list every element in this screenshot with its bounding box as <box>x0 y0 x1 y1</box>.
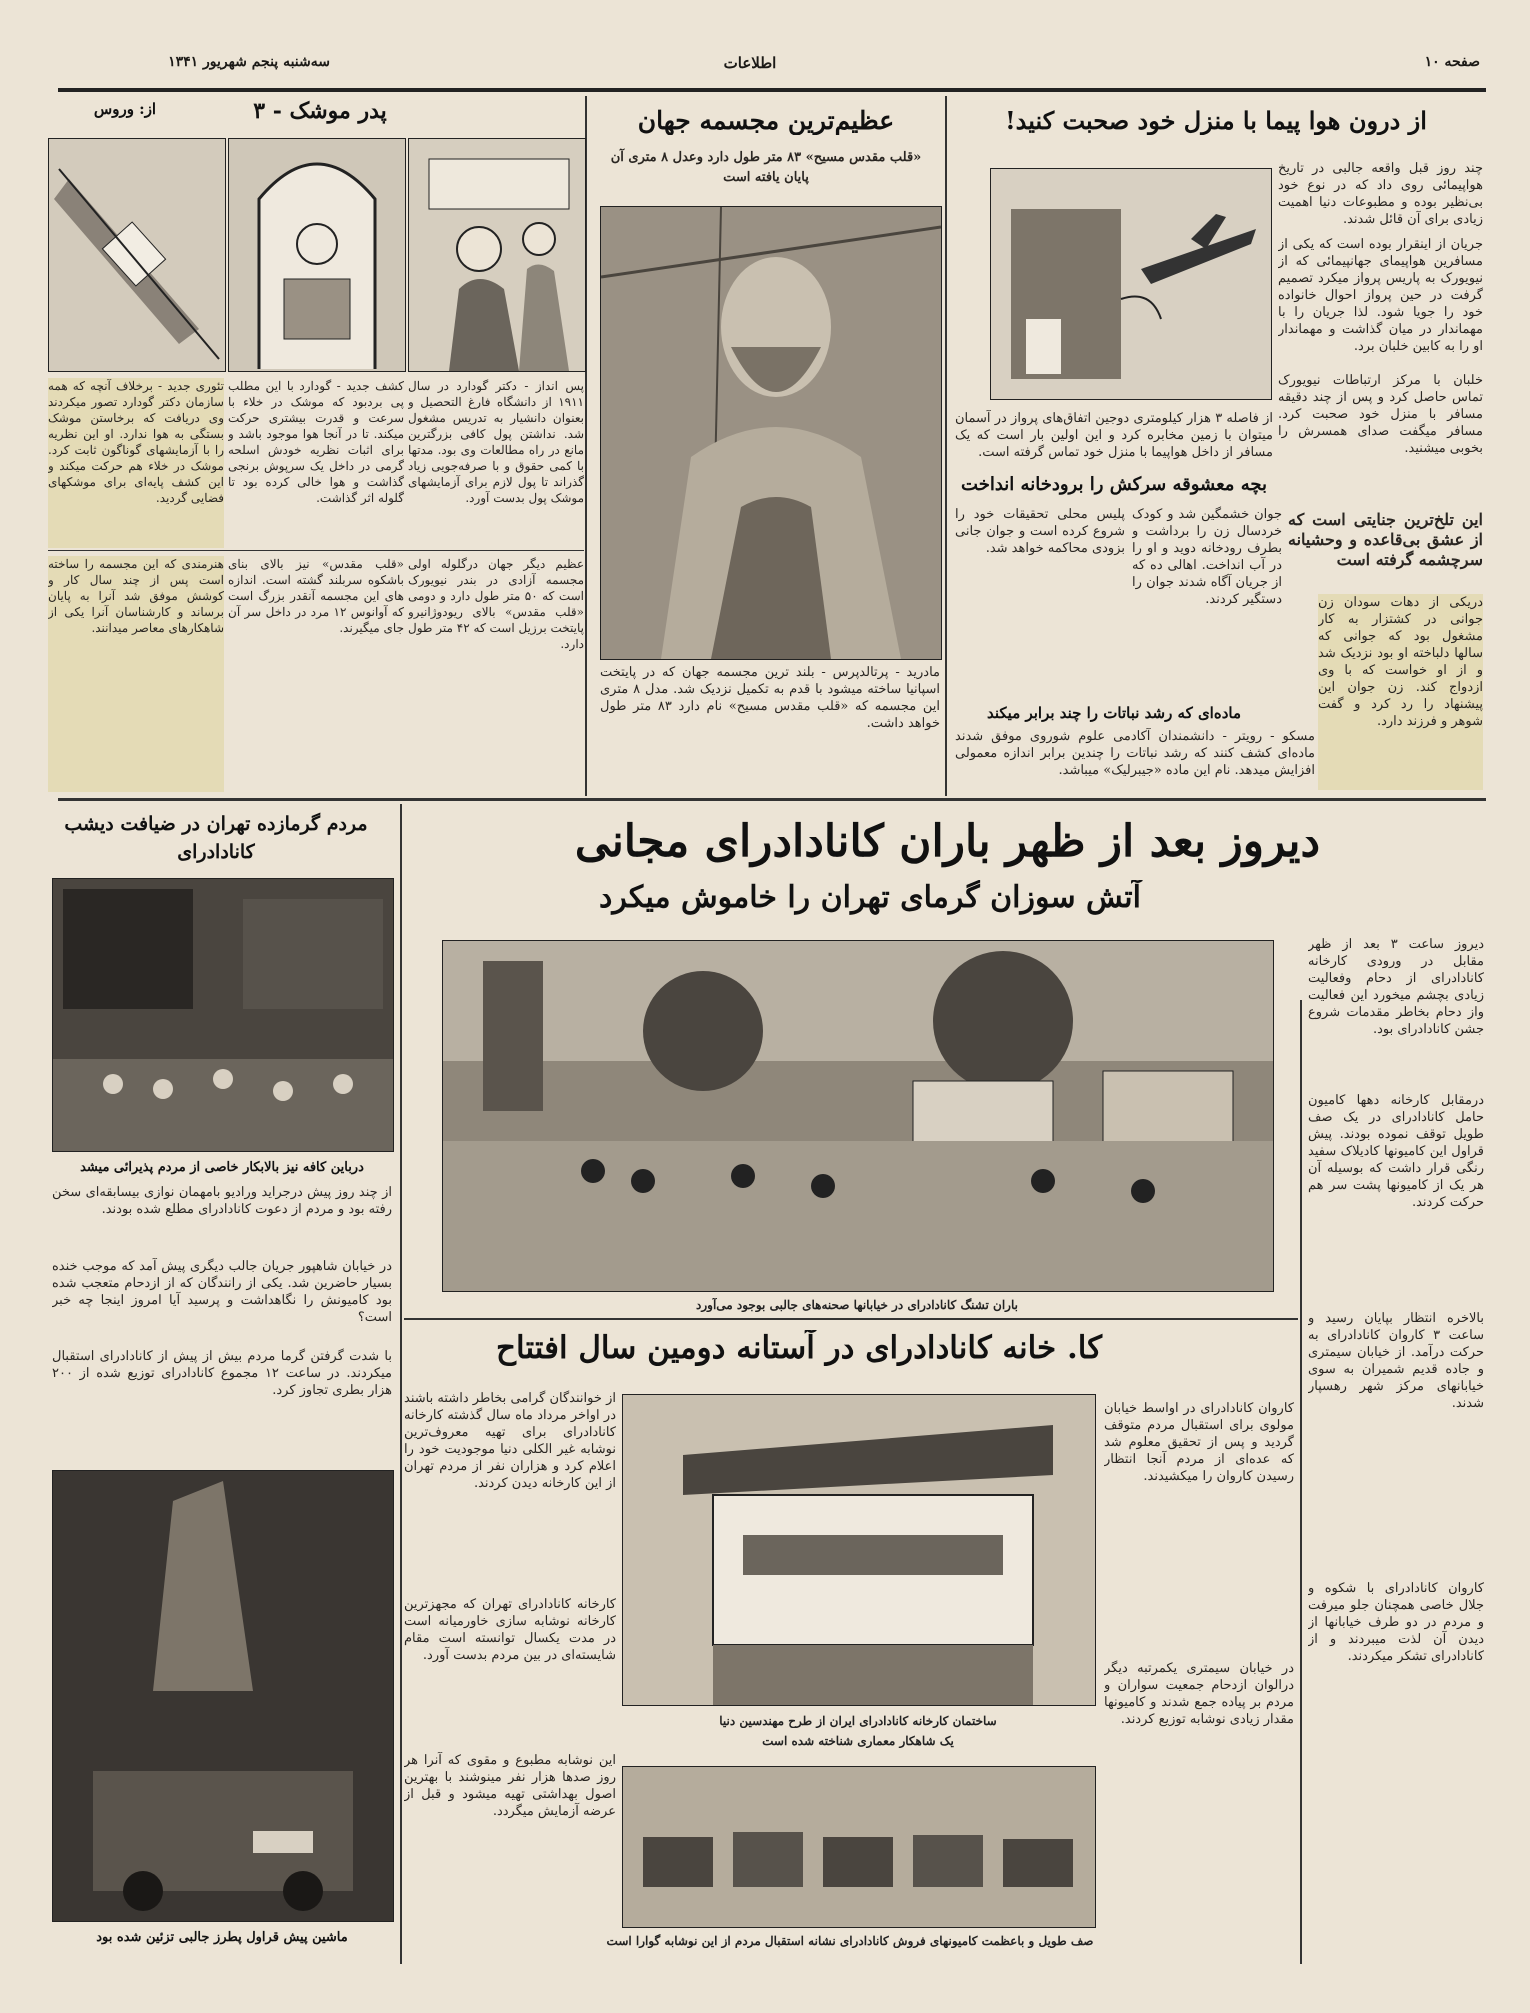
guests-text-c: با شدت گرفتن گرما مردم بیش از پیش از کانادادرای استقبال میکردند. در ساعت ۱۲ مجموع کانادادرای توزیع شده از ۲۰۰ هزار بطری تجاوز کرد. <box>52 1349 392 1398</box>
guests-title: مردم گرمازده تهران در ضیافت دیشب کانادادرای <box>64 813 368 863</box>
rocket-illustration <box>49 139 225 371</box>
guests-text-a: از چند روز پیش درجراید وراديو بامهمان نوازی بیسابقه‌ای سخن رفته بود و مردم از دعوت کانادادرای مطلع شده بودند. <box>52 1185 392 1217</box>
top-bottom-rule <box>58 798 1486 801</box>
main-text-c: بالاخره انتظار بپایان رسید و ساعت ۳ کاروان کانادادرای به حرکت درآمد. از خیابان سیمتری و جاده قدیم شمیران به سوی خیابانهای مرکز شهر رهسپار شدند. <box>1308 1311 1484 1411</box>
guests-caption-head: درباین کافه نیز بالابکار خاصی از مردم پذیرائی میشد <box>80 1160 364 1175</box>
scientist-illustration <box>409 139 585 371</box>
street-crowd-image <box>443 941 1273 1291</box>
bottom-divider-1 <box>400 804 402 1964</box>
airplane-text-b: جریان از اینقرار بوده است که یکی از مسافرین هواپیمای جهانپیمائی که از نیویورک به پاریس پرواز میکرد تصمیم گرفت در حین پرواز احوال خانواده خود را جویا شود. لذا جریان را با مهماندار در میان گذاشت و مهماندار او را به کابین خلبان برد. <box>1278 237 1483 354</box>
comic-rule <box>48 550 584 551</box>
main-text-b: درمقابل کارخانه دهها کامیون حامل کانادادرای در یک صف طویل توقف نموده بودند. پیش قراول این کامیونها کادیلاک سفید رنگی قرار داشت که بوسیله آن هر یک از کامیونها پشت سر هم حرکت کردند. <box>1308 1093 1484 1210</box>
main-text-d: کاروان کانادادرای با شکوه و جلال خاصی همچنان جلو میرفت و مردم در دو طرف خیابانها از دیدن آن لذت میبردند و از کانادادرای تشکر میکردند. <box>1308 1581 1484 1664</box>
statue-caption: مادرید - پرتالدپرس - بلند ترین مجسمه جهان که در پایتخت اسپانیا ساخته میشود با قدم به تکمیل نزدیک شد. مدل ۸ متری این مجسمه که «قلب مقدس مسیح» نام دارد ۸۳ متر طول خواهد داشت. <box>600 665 940 731</box>
plants-text: مسکو - رویتر - دانشمندان آکادمی علوم شوروی موفق شدند ماده‌ای کشف کنند که رشد نباتات را چندین برابر اندازه معمولی افزایش میدهد. نام این ماده «جیبرلیک» میباشد. <box>955 729 1315 778</box>
comic-panel-3 <box>48 138 226 372</box>
guests-text-b: در خیابان شاهپور جریان جالب دیگری پیش آمد که موجب خنده بسیار حاضرین شد. یکی از رانندگان که از ازدحام متعجب شده بود کامیونش را نگاهداشت و پرسید آیا امروز اینجا چه خبر است؟ <box>52 1259 392 1325</box>
bottom-divider-2 <box>1300 1000 1302 1964</box>
plants-title: ماده‌ای که رشد نباتات را چند برابر میکند <box>986 704 1241 722</box>
factory-text-e: در خیابان سیمتری یکمرتبه دیگر درالوان ازدحام جمعیت سواران و مردم بر پیاده جمع شدند و کامیونها مقدار زیادی نوشابه توزیع کردند. <box>1104 1661 1294 1727</box>
factory-photo-caption-b: یک شاهکار معماری شناخته شده است <box>762 1734 954 1748</box>
top-divider-2 <box>945 96 947 796</box>
statue-subtitle: «قلب مقدس مسیح» ۸۳ متر طول دارد وعدل ۸ متری آن پایان یافته است <box>610 150 922 185</box>
comic-panel-1 <box>408 138 586 372</box>
factory-building-image <box>623 1395 1095 1705</box>
pilot-car-caption: ماشین پیش قراول پطرز جالبی تزئین شده بود <box>96 1930 348 1945</box>
page-number: صفحه ۱۰ <box>1424 54 1480 70</box>
truck-convoy-image <box>623 1767 1095 1927</box>
masthead-left: سه‌شنبه پنجم شهریور ۱۳۴۱ <box>168 54 330 70</box>
factory-title: کا. خانه کانادادرای در آستانه دومین سال افتتاح <box>495 1330 1103 1366</box>
factory-text-a: از خوانندگان گرامی بخاطر داشته باشند در اواخر مرداد ماه سال گذشته کارخانه کانادادرای برای تهیه معروف‌ترین نوشابه غیر الکلی دنیا موجودیت خود را اعلام کرد و هزاران نفر از مردم تهران از این کارخانه دیدن کردند. <box>404 1391 616 1491</box>
factory-photo-caption-a: ساختمان کارخانه کانادادرای ایران از طرح مهندسین دنیا <box>719 1714 997 1728</box>
factory-rule <box>404 1318 1298 1320</box>
statue-text-c: هنرمندی که این مجسمه را ساخته است پس از چند سال کار و کوشش موفق شد آنرا به پایان برساند و کارشناسان آنرا یکی از شاهکارهای معاصر میدانند. <box>48 556 224 792</box>
comic-title: پدر موشک - ۳ <box>253 98 387 124</box>
airplane-illustration <box>990 168 1272 400</box>
crocodile-text-b: جوان خشمگین شد و کودک خردسال زن را برداشت و بطرف رودخانه دوید و او را در آب انداخت. اهالی ده که از جریان آگاه شدند جوان را دستگیر کردند. <box>1132 507 1282 607</box>
statue-title: عظیم‌ترین مجسمه جهان <box>637 106 895 135</box>
airplane-text-c: خلبان با مرکز ارتباطات نیویورک تماس حاصل کرد و پس از چند دقیقه مسافر با منزل خود صحبت کرد. مسافر میگفت صدای همسرش را بخوبی میشنید. <box>1278 373 1483 456</box>
main-text-a: دیروز ساعت ۳ بعد از ظهر مقابل در ورودی کارخانه کانادادرای از دحام وفعالیت زیادی بچشم میخورد این فعالیت واز دحام بخاطر مقدمات شروع جشن کانادادرای بود. <box>1308 937 1484 1037</box>
trucks-photo-caption: صف طویل و باعظمت کامیونهای فروش کانادادرای نشانه استقبال مردم از این نوشابه گوارا است <box>606 1934 1094 1948</box>
main-photo-caption: باران تشنگ کانادادرای در خیابانها صحنه‌های جالبی بوجود می‌آورد <box>696 1298 1018 1312</box>
factory-text-c: این نوشابه مطبوع و مقوی که آنرا هر روز صدها هزار نفر مینوشند با بهترین اصول بهداشتی تهیه میشود و قبل از عرضه آزمایش میگردد. <box>404 1753 616 1819</box>
statue-text-b: «قلب مقدس» نیز بالای بنای باشکوه سربلند گشته است. اندازه های این مجسمه آنقدر بزرگ است که آوانوس ۱۲ مرد در داخل سر آن جای میگیرند. <box>228 557 404 635</box>
trucks-photo <box>622 1766 1096 1928</box>
masthead-center: اطلاعات <box>723 54 777 72</box>
statue-photo <box>600 206 942 660</box>
factory-text-b: کارخانه کانادادرای تهران که مجهزترین کارخانه نوشابه سازی خاورمیانه است در مدت یکسال توانسته است مقام شایسته‌ای در بین مردم بدست آورد. <box>404 1597 616 1663</box>
airplane-text-a: چند روز قبل واقعه جالبی در تاریخ هواپیمائی روی داد که در نوع خود بی‌نظیر بوده و مطبوعات دنیا اهمیت زیادی برای آن قائل شدند. <box>1278 161 1483 227</box>
statue-image <box>601 207 941 659</box>
airplane-phone-icon <box>991 169 1271 399</box>
decorated-car-image <box>53 1471 393 1921</box>
factory-photo <box>622 1394 1096 1706</box>
crocodile-text-c: پلیس محلی تحقیقات خود را شروع کرده است و جوان جانی بزودی محاکمه خواهد شد. <box>955 507 1125 556</box>
crocodile-title: بچه معشوقه سرکش را برودخانه انداخت <box>961 474 1267 495</box>
main-headline: دیروز بعد از ظهر باران کانادادرای مجانی <box>574 816 1321 867</box>
crocodile-text-a: دریکی از دهات سودان زن جوانی در کشتزار به کار مشغول بود که جوانی که سالها دلباخته او بود نزدیک شد و از او خواست که با وی ازدواج کند. زن جوان این پیشنهاد را رد کرد و گفت شوهر و فرزند دارد. <box>1318 594 1483 790</box>
crocodile-sidebar: این تلخ‌ترین جنایتی است که از عشق بی‌قاعده و وحشیانه سرچشمه گرفته است <box>1288 510 1483 569</box>
laboratory-illustration <box>229 139 405 371</box>
main-subhead: آتش سوزان گرمای تهران را خاموش میکرد <box>598 880 1141 915</box>
comic-text-c: تئوری جدید - برخلاف آنچه که همه سازمان دکتر گودارد تصور میکردند وی دریافت که برخاستن موشک بستگی به هوا ندارد. او این نظریه را با آزمایشهای گوناگون ثابت کرد. موشک در خلاء هم حرکت میکند و این کشف پایه‌ای برای موشکهای فضایی گردید. <box>48 378 224 548</box>
crowd-image <box>53 879 393 1151</box>
statue-text-a: عظیم دیگر جهان درگلوله اولی مجسمه آزادی در بندر نیویورک است که ۵۰ متر طول دارد و دومی «قلب مقدس» بالای ریودوژانیرو پایتخت برزیل است که ۴۲ متر طول دارد. <box>408 557 584 651</box>
comic-text-b: پس انداز - دکتر گودارد در سال ۱۹۱۱ از دانشگاه فارغ التحصیل و بعنوان دانشیار به تدریس مشغول شد. نداشتن پول کافی بزرگترین مانع در راه مطالعات وی بود. مدتها با کمی حقوق و با صرفه‌جویی زیاد گذراند تا پول لازم برای آزمایشهای موشک پول بدست آورد. <box>408 379 584 505</box>
comic-panel-2 <box>228 138 406 372</box>
comic-text-a: کشف جدید - گودارد با این مطلب پی بردبود که موشک در خلاء با سرعت و قدرت بیشتری حرکت میکند. تا در آنجا هوا موجود باشد و برای اثبات نظریه خودش اسلحه گرمی در داخل یک سرپوش برنجی گذاشت و هوا خالی کرده بود تا گلوله اثر گذاشت. <box>228 379 404 505</box>
main-photo <box>442 940 1274 1292</box>
comic-author: از: وروس <box>93 100 157 118</box>
airplane-title: از درون هوا پیما با منزل خود صحبت کنید! <box>1005 106 1427 135</box>
factory-text-d: کاروان کانادادرای در اواسط خیابان مولوی برای استقبال مردم متوقف گردید و پس از تحقیق معلوم شد که عده‌ای از مردم آنجا انتظار رسیدن کاروان را میکشیدند. <box>1104 1401 1294 1484</box>
guests-photo <box>52 878 394 1152</box>
pilot-car-photo <box>52 1470 394 1922</box>
header-rule <box>58 88 1486 92</box>
airplane-text-d: از فاصله ۳ هزار کیلومتری دوجین اتفاق‌های پرواز در آسمان میتوان با زمین مخابره کرد و این اولین بار است که یک مسافر از داخل هواپیما با منزل خود تماس گرفته است. <box>955 411 1273 460</box>
